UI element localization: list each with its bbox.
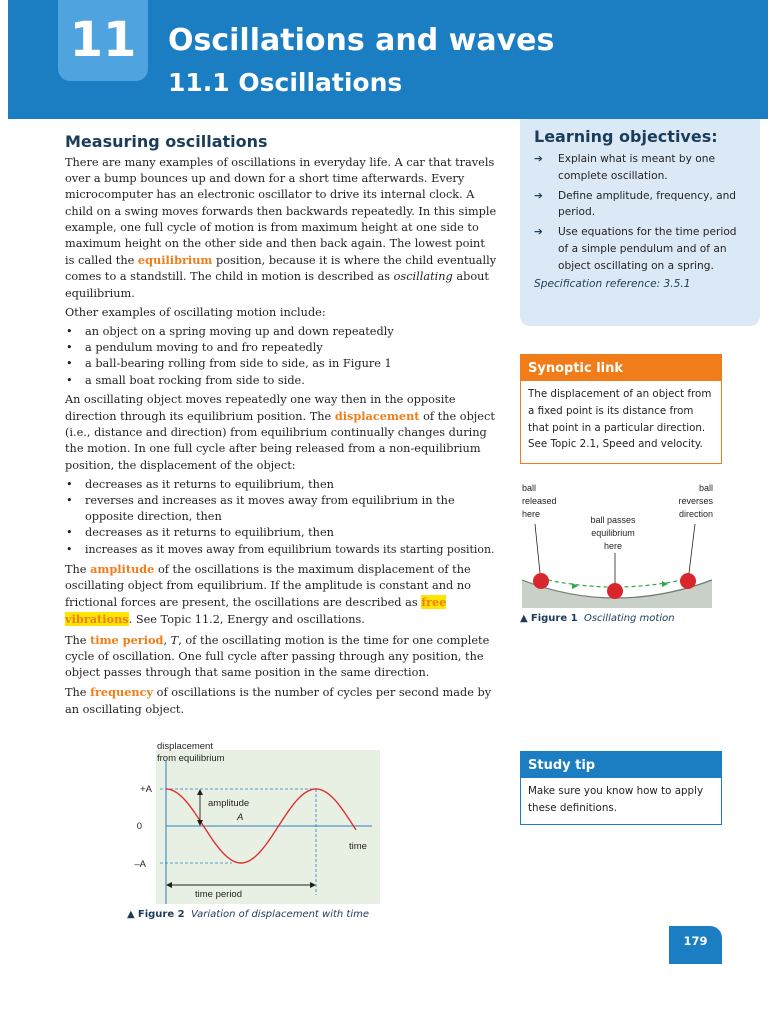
list-item: • increases as it moves away from equilibrium towards its starting position.	[65, 542, 497, 558]
synoptic-link-box	[520, 354, 722, 464]
figure-1-diagram	[518, 476, 716, 608]
keyword-equilibrium: equilibrium	[137, 253, 213, 268]
synoptic-link-body: The displacement of an object from a fixed point is its distance from that point in a particular direction. See Topic 2.1, Speed and velocity.	[528, 388, 712, 451]
label-equilibrium-line2: equilibrium	[591, 528, 635, 538]
objective-item: ➔ Define amplitude, frequency, and period.	[534, 189, 737, 219]
label-equilibrium-line3: here	[603, 541, 623, 551]
chapter-number: 11	[69, 12, 137, 68]
objectives-title: Learning objectives:	[534, 127, 718, 146]
objective-item: ➔ Explain what is meant by one complete oscillation.	[534, 153, 716, 182]
amplitude-symbol: A	[237, 812, 244, 823]
list-item: • decreases as it returns to equilibrium, then	[65, 477, 497, 493]
paragraph: An oscillating object moves repeatedly one way then in the opposite direction through its equilibrium position. The displacement of the object (i.e., distance and direction) from equilibrium continually changes during the motion. In one full cycle after being released from a non-equilibrium position, the displacement of the object:	[65, 392, 495, 472]
list-item: • a ball-bearing rolling from side to side, as in Figure 1	[65, 356, 497, 372]
keyword-free-vibrations: free vibrations	[65, 595, 447, 627]
label-reverses-line1: ball	[698, 483, 713, 493]
study-tip-box	[520, 751, 722, 825]
tick-minus-a: –A	[134, 859, 146, 870]
list-item: • an object on a spring moving up and down repeatedly	[65, 324, 497, 340]
amplitude-label: amplitude	[208, 798, 250, 809]
label-released-line1: ball	[522, 483, 537, 493]
learning-objectives	[520, 119, 760, 326]
label-released-line2: released	[522, 496, 557, 506]
list-item: • reverses and increases as it moves away from equilibrium in the opposite direction, then	[65, 493, 497, 525]
synoptic-link-title: Synoptic link	[521, 355, 721, 381]
label-released-line3: here	[522, 509, 541, 519]
pointer-line-left	[535, 524, 540, 573]
main-column	[65, 132, 497, 721]
label-reverses-line2: reverses	[678, 496, 713, 506]
y-axis-label-line2: from equilibrium	[157, 753, 225, 764]
pointer-line-right	[689, 524, 695, 573]
time-axis-label: time	[349, 841, 367, 852]
paragraph: The amplitude of the oscillations is the maximum displacement of the oscillating object from equilibrium. If the amplitude is constant and no frictional forces are present, the oscillations are described as free vibrations. See Topic 11.2, Energy and oscillations.	[65, 561, 471, 627]
period-label: time period	[195, 889, 242, 900]
tick-plus-a: +A	[140, 784, 152, 795]
paragraph: There are many examples of oscillations in everyday life. A car that travels over a bump bounces up and down for a short time afterwards. Every microcomputer has an electronic oscillator to drive its internal clock. A child on a swing moves forwards then backwards repeatedly. In this simple example, one full cycle of motion is from maximum height at one side to maximum height on the other side and then back again. The lowest point is called the equilibrium position, because it is where the child eventually comes to a standstill. The child in motion is described as oscillating about equilibrium.	[65, 156, 497, 300]
motion-arrowhead-1	[572, 583, 578, 589]
tick-zero: 0	[136, 821, 142, 832]
arrow-right-icon: ➔	[534, 189, 543, 202]
list-item: • a small boat rocking from side to side.	[65, 373, 497, 389]
list-item: • decreases as it returns to equilibrium, then	[65, 525, 497, 541]
figure-2-caption: ▲ Figure 2 Variation of displacement with time	[127, 909, 370, 920]
specification-reference: Specification reference: 3.5.1	[534, 277, 691, 290]
arrow-right-icon: ➔	[534, 226, 543, 239]
list-item: • a pendulum moving to and fro repeatedly	[65, 340, 497, 356]
figure-1-caption: ▲ Figure 1 Oscillating motion	[520, 613, 675, 624]
study-tip-title: Study tip	[521, 752, 721, 778]
ball-center	[607, 583, 623, 599]
keyword-displacement: displacement	[334, 409, 420, 424]
section-heading: Measuring oscillations	[65, 132, 268, 151]
graph-background	[156, 750, 380, 904]
paragraph: The frequency of oscillations is the number of cycles per second made by an oscillating object.	[65, 685, 492, 716]
page-number: 179	[669, 926, 722, 964]
label-reverses-line3: direction	[678, 509, 713, 519]
ball-left	[533, 573, 549, 589]
chapter-title: Oscillations and waves	[168, 23, 555, 58]
objective-item: ➔ Use equations for the time period of a simple pendulum and of an object oscillating on a spring.	[534, 226, 737, 272]
displacement-list	[65, 477, 497, 558]
keyword-amplitude: amplitude	[90, 561, 155, 576]
label-equilibrium-line1: ball passes	[590, 515, 636, 525]
figure-2-graph	[120, 740, 500, 935]
keyword-frequency: frequency	[90, 685, 154, 700]
motion-arrowhead-2	[662, 581, 668, 587]
paragraph: Other examples of oscillating motion include:	[65, 305, 326, 319]
section-title: 11.1 Oscillations	[168, 68, 403, 97]
paragraph: The time period, T, of the oscillating motion is the time for one complete cycle of oscillation. One full cycle after passing through any position, the object passes through that same position in the same direction.	[65, 632, 490, 680]
study-tip-body: Make sure you know how to apply these definitions.	[528, 785, 704, 814]
y-axis-label-line1: displacement	[157, 741, 213, 752]
keyword-time-period: time period	[90, 632, 164, 647]
arrow-right-icon: ➔	[534, 153, 543, 165]
examples-list	[65, 324, 497, 389]
ball-right	[680, 573, 696, 589]
